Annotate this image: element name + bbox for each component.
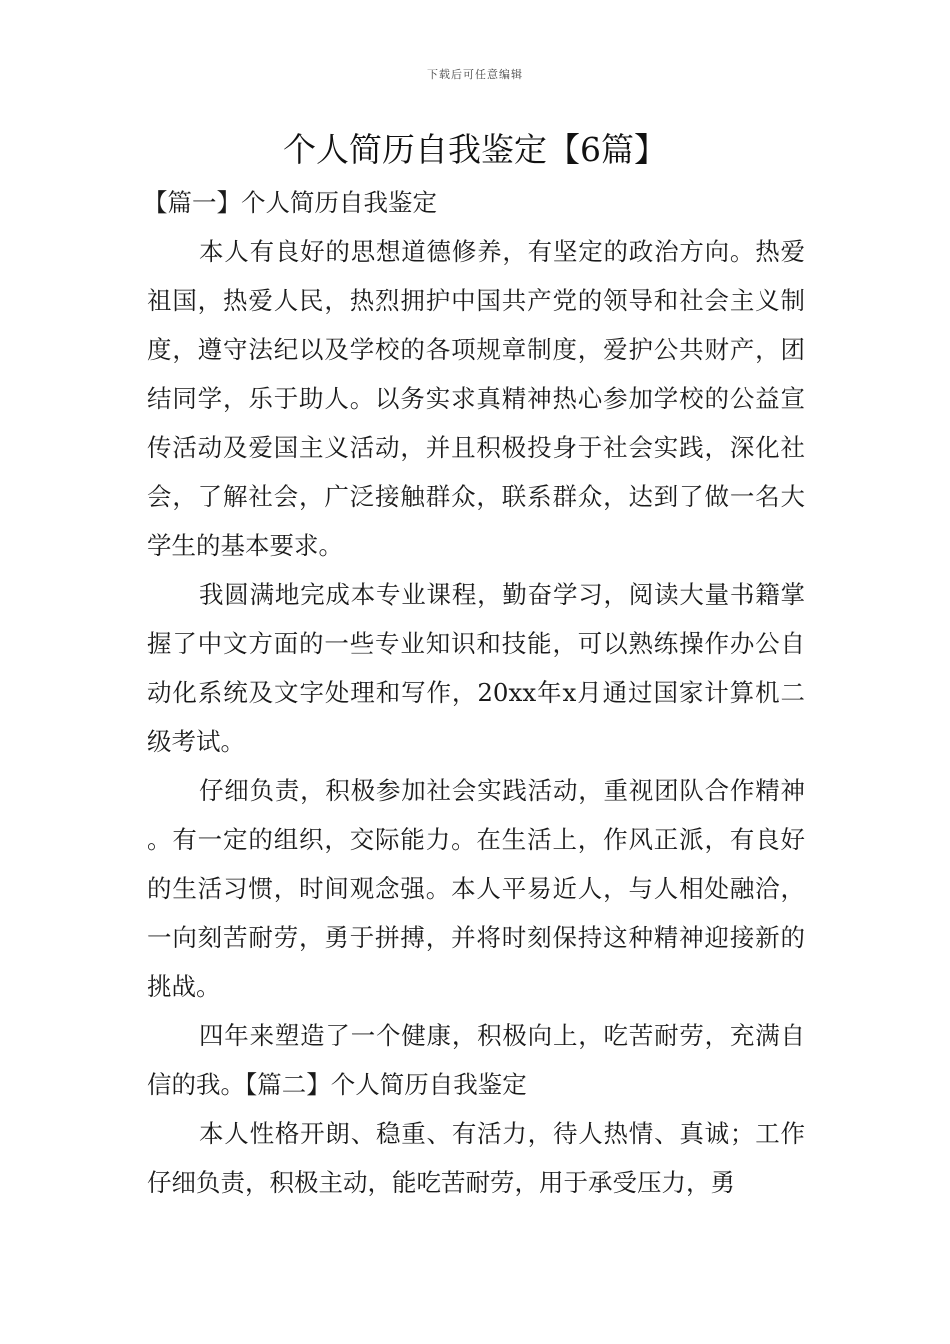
paragraph: 仔细负责，积极参加社会实践活动，重视团队合作精神。有一定的组织，交际能力。在生活上，作风正派，有良好的生活习惯，时间观念强。本人平易近人，与人相处融洽，一向刻苦耐劳，勇于拼搏，并将时刻保持这种精神迎接新的挑战。 <box>147 776 805 1001</box>
header-note: 下载后可任意编辑 <box>427 68 523 81</box>
section-heading-1: 【篇一】个人简历自我鉴定 <box>143 188 437 217</box>
document-title: 个人简历自我鉴定【6篇】 <box>283 130 667 169</box>
paragraph: 我圆满地完成本专业课程，勤奋学习，阅读大量书籍掌握了中文方面的一些专业知识和技能，可以熟练操作办公自动化系统及文字处理和写作，20xx年x月通过国家计算机二级考试。 <box>147 580 805 756</box>
document-body <box>143 178 805 1207</box>
paragraph: 四年来塑造了一个健康，积极向上，吃苦耐劳，充满自信的我。【篇二】个人简历自我鉴定 <box>147 1021 805 1099</box>
paragraph: 本人性格开朗、稳重、有活力，待人热情、真诚；工作仔细负责，积极主动，能吃苦耐劳，用于承受压力，勇 <box>147 1119 805 1197</box>
paragraph: 本人有良好的思想道德修养，有坚定的政治方向。热爱祖国，热爱人民，热烈拥护中国共产党的领导和社会主义制度，遵守法纪以及学校的各项规章制度，爱护公共财产，团结同学，乐于助人。以务实求真精神热心参加学校的公益宣传活动及爱国主义活动，并且积极投身于社会实践，深化社会，了解社会，广泛接触群众，联系群众，达到了做一名大学生的基本要求。 <box>147 237 805 560</box>
